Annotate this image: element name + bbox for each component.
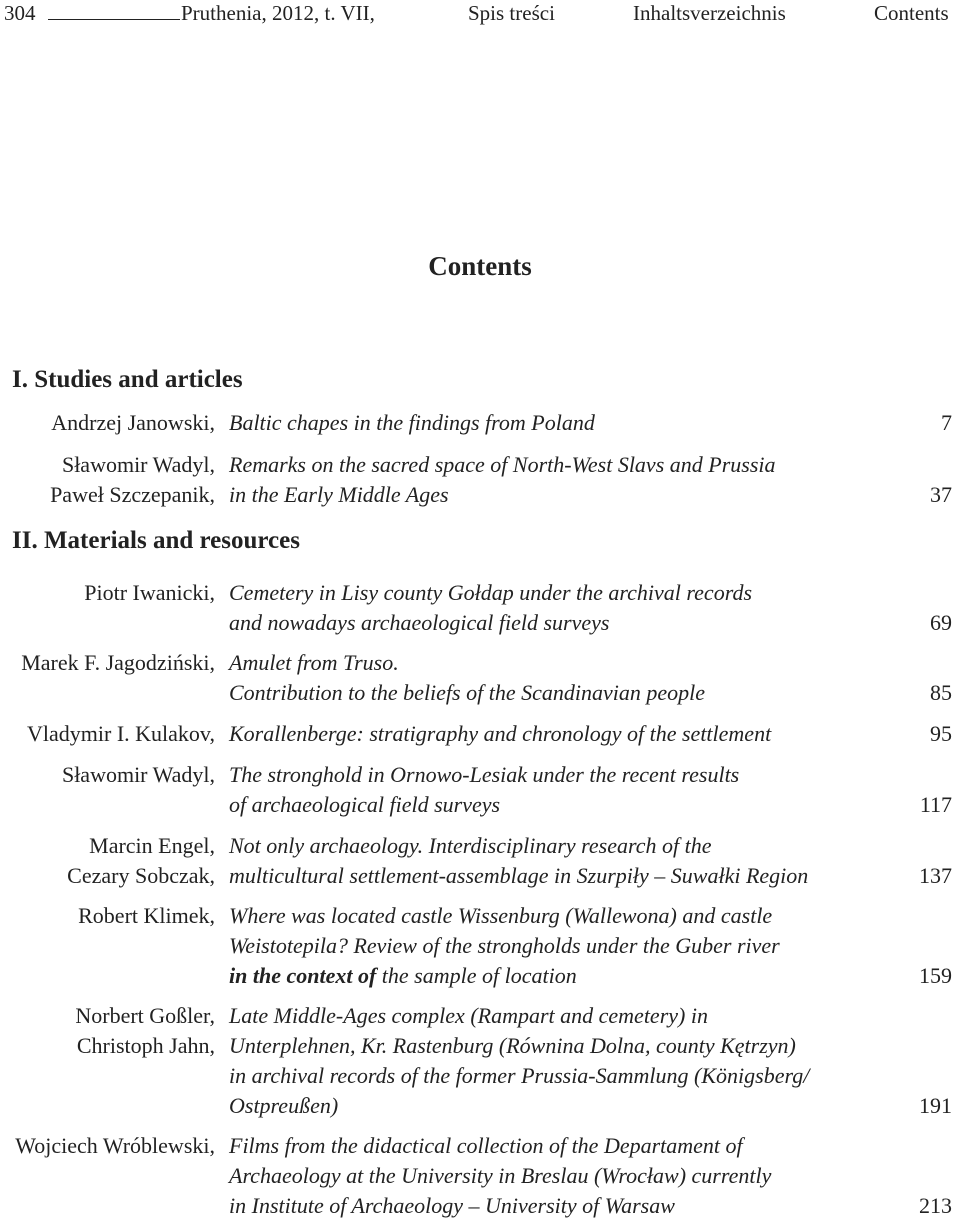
entry-author: Marcin Engel, [89,833,215,858]
toc-line [0,450,960,480]
toc-line [0,1091,960,1121]
toc-line [0,931,960,961]
toc-line [0,1031,960,1061]
toc-line [0,1131,960,1161]
entry-title: Ostpreußen) [229,1093,339,1118]
entry-author: Andrzej Janowski, [51,410,215,435]
toc-line [0,901,960,931]
entry-author: Piotr Iwanicki, [84,580,215,605]
entry-page: 37 [930,482,952,507]
entry-title: Remarks on the sacred space of North-West Slavs and Prussia [229,452,776,477]
toc-line [0,1061,960,1091]
entry-author: Robert Klimek, [78,903,215,928]
page-title: Contents [428,251,532,281]
entry-title-rest: the sample of location [376,963,577,988]
entry-title: and nowadays archaeological field surveys [229,610,610,635]
entry-author: Wojciech Wróblewski, [15,1133,215,1158]
entry-author: Sławomir Wadyl, [61,452,215,477]
label-english: Contents [874,1,949,25]
toc-line [0,678,960,708]
entry-title: Weistotepila? Review of the strongholds under the Guber river [229,933,780,958]
toc-line [0,861,960,891]
entry-author: Paweł Szczepanik, [50,482,215,507]
section-heading-materials: II. Materials and resources [12,527,300,554]
entry-author: Vladymir I. Kulakov, [27,721,215,746]
entry-title-emphasis: in the context of [229,963,377,988]
entry-author: Christoph Jahn, [76,1033,215,1058]
running-head [0,0,960,28]
entry-title: in archival records of the former Prussia-Sammlung (Königsberg/ [229,1063,810,1088]
entry-page: 117 [919,792,952,817]
entry-title: in Institute of Archaeology – University of Warsaw [229,1193,675,1218]
toc-line [0,408,960,438]
section-heading-studies: I. Studies and articles [12,366,243,393]
entry-author: Cezary Sobczak, [67,863,215,888]
entry-page: 191 [919,1093,952,1118]
toc-line [0,831,960,861]
entry-title: Cemetery in Lisy county Gołdap under the archival records [229,580,753,605]
entry-title: Korallenberge: stratigraphy and chronology of the settlement [229,721,772,746]
entry-title: Unterplehnen, Kr. Rastenburg (Równina Dolna, county Kętrzyn) [229,1033,796,1058]
toc-line [0,961,960,991]
entry-title: Contribution to the beliefs of the Scandinavian people [229,680,705,705]
toc-line [0,719,960,749]
entry-title: Baltic chapes in the findings from Poland [229,410,595,435]
entry-title: in the Early Middle Ages [229,482,449,507]
entry-title: Not only archaeology. Interdisciplinary research of the [229,833,712,858]
entry-title: Where was located castle Wissenburg (Wallewona) and castle [229,903,773,928]
entry-author: Norbert Goßler, [75,1003,215,1028]
entry-page: 69 [930,610,952,635]
entry-page: 137 [919,863,952,888]
entry-page: 95 [930,721,952,746]
toc-line [0,578,960,608]
entry-page: 213 [919,1193,952,1218]
entry-author: Sławomir Wadyl, [61,762,215,787]
entry-page: 159 [919,963,952,988]
entry-page: 7 [941,410,952,435]
entry-title: of archaeological field surveys [229,792,501,817]
toc-line [0,648,960,678]
entry-page: 85 [930,680,952,705]
toc-line [0,1191,960,1221]
toc-line [0,608,960,638]
toc-line [0,1001,960,1031]
entry-title [229,961,577,991]
entry-title: Late Middle-Ages complex (Rampart and cemetery) in [229,1003,708,1028]
entry-title: Films from the didactical collection of the Departament of [229,1133,743,1158]
toc-line [0,760,960,790]
toc-line [0,480,960,510]
entry-title: Amulet from Truso. [229,650,399,675]
running-head-rule [48,19,180,20]
entry-title: Archaeology at the University in Breslau (Wrocław) currently [229,1163,772,1188]
label-german: Inhaltsverzeichnis [633,1,786,25]
entry-author: Marek F. Jagodziński, [21,650,215,675]
toc-line [0,1161,960,1191]
toc-line [0,790,960,820]
journal-citation: Pruthenia, 2012, t. VII, [181,1,375,25]
page-number: 304 [4,1,36,25]
entry-title: multicultural settlement-assemblage in Szurpiły – Suwałki Region [229,863,809,888]
label-polish: Spis treści [468,1,555,25]
entry-title: The stronghold in Ornowo-Lesiak under the recent results [229,762,740,787]
